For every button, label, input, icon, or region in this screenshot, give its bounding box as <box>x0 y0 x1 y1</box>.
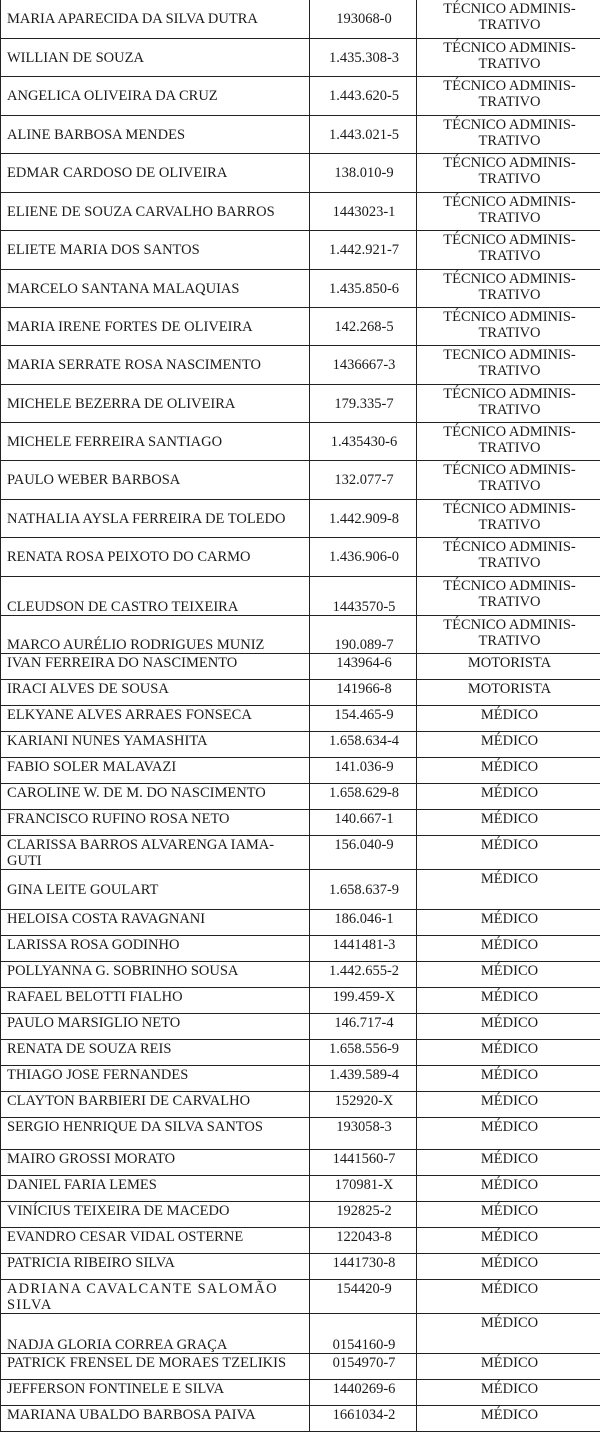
name-cell: ANGELICA OLIVEIRA DA CRUZ <box>1 76 310 115</box>
cargo-cell: TECNICO ADMINIS- TRATIVO <box>417 345 600 384</box>
name-cell: MARIANA UBALDO BARBOSA PAIVA <box>1 1405 310 1431</box>
matricula-cell: 1.442.909-8 <box>310 499 417 537</box>
name-cell: MAIRO GROSSI MORATO <box>1 1149 310 1175</box>
table-row <box>1 115 600 153</box>
matricula-cell: 143964-6 <box>310 653 417 679</box>
cargo-cell: MÉDICO <box>417 1091 600 1117</box>
table-row <box>1 1013 600 1039</box>
cargo-cell: MÉDICO <box>417 987 600 1013</box>
matricula-cell: 1443570-5 <box>310 576 417 615</box>
cargo-cell: MÉDICO <box>417 731 600 757</box>
cargo-cell: TÉCNICO ADMINIS- TRATIVO <box>417 307 600 345</box>
table-row <box>1 757 600 783</box>
matricula-cell: 192825-2 <box>310 1201 417 1227</box>
name-cell: WILLIAN DE SOUZA <box>1 38 310 76</box>
cargo-cell: TÉCNICO ADMINIS- TRATIVO <box>417 269 600 307</box>
cargo-cell: MÉDICO <box>417 1253 600 1279</box>
cargo-cell: TÉCNICO ADMINIS- TRATIVO <box>417 384 600 422</box>
name-cell: POLLYANNA G. SOBRINHO SOUSA <box>1 961 310 987</box>
cargo-cell: TÉCNICO ADMINIS- TRATIVO <box>417 192 600 230</box>
table-row <box>1 1279 600 1313</box>
table-row <box>1 987 600 1013</box>
table-row <box>1 961 600 987</box>
name-cell: MARCO AURÉLIO RODRIGUES MUNIZ <box>1 615 310 653</box>
name-cell: MICHELE BEZERRA DE OLIVEIRA <box>1 384 310 422</box>
cargo-cell: MÉDICO <box>417 783 600 809</box>
name-cell: ELIETE MARIA DOS SANTOS <box>1 230 310 269</box>
matricula-cell: 0154160-9 <box>310 1313 417 1353</box>
matricula-cell: 1441481-3 <box>310 935 417 961</box>
name-cell: CLEUDSON DE CASTRO TEIXEIRA <box>1 576 310 615</box>
name-cell: LARISSA ROSA GODINHO <box>1 935 310 961</box>
cargo-cell: TÉCNICO ADMINIS- TRATIVO <box>417 537 600 576</box>
name-cell: GINA LEITE GOULART <box>1 869 310 909</box>
table-row <box>1 1091 600 1117</box>
cargo-cell: TÉCNICO ADMINIS- TRATIVO <box>417 0 600 38</box>
table-row <box>1 679 600 705</box>
matricula-cell: 146.717-4 <box>310 1013 417 1039</box>
cargo-cell: TÉCNICO ADMINIS- TRATIVO <box>417 153 600 192</box>
table-row <box>1 1313 600 1353</box>
matricula-cell: 199.459-X <box>310 987 417 1013</box>
name-cell: CLARISSA BARROS ALVARENGA IAMA- GUTI <box>1 835 310 869</box>
name-cell: EDMAR CARDOSO DE OLIVEIRA <box>1 153 310 192</box>
matricula-cell: 1441560-7 <box>310 1149 417 1175</box>
name-cell: MARIA IRENE FORTES DE OLIVEIRA <box>1 307 310 345</box>
name-cell: ELKYANE ALVES ARRAES FONSECA <box>1 705 310 731</box>
matricula-cell: 1.435430-6 <box>310 422 417 460</box>
cargo-cell: TÉCNICO ADMINIS- TRATIVO <box>417 76 600 115</box>
table-row <box>1 869 600 909</box>
name-cell: PAULO MARSIGLIO NETO <box>1 1013 310 1039</box>
table-row <box>1 1227 600 1253</box>
name-cell: RAFAEL BELOTTI FIALHO <box>1 987 310 1013</box>
cargo-cell: MÉDICO <box>417 1405 600 1431</box>
matricula-cell: 154.465-9 <box>310 705 417 731</box>
table-row <box>1 1201 600 1227</box>
cargo-cell: MÉDICO <box>417 869 600 909</box>
cargo-cell: MÉDICO <box>417 935 600 961</box>
table-row <box>1 1149 600 1175</box>
matricula-cell: 1.658.634-4 <box>310 731 417 757</box>
matricula-cell: 1.435.308-3 <box>310 38 417 76</box>
cargo-cell: MÉDICO <box>417 1379 600 1405</box>
table-row <box>1 307 600 345</box>
name-cell: NADJA GLORIA CORREA GRAÇA <box>1 1313 310 1353</box>
matricula-cell: 152920-X <box>310 1091 417 1117</box>
name-cell: PATRICIA RIBEIRO SILVA <box>1 1253 310 1279</box>
name-cell: ELIENE DE SOUZA CARVALHO BARROS <box>1 192 310 230</box>
cargo-cell: TÉCNICO ADMINIS- TRATIVO <box>417 115 600 153</box>
matricula-cell: 193058-3 <box>310 1117 417 1149</box>
matricula-cell: 1.439.589-4 <box>310 1065 417 1091</box>
matricula-cell: 1.443.021-5 <box>310 115 417 153</box>
table-row <box>1 1065 600 1091</box>
matricula-cell: 186.046-1 <box>310 909 417 935</box>
matricula-cell: 190.089-7 <box>310 615 417 653</box>
table-row <box>1 76 600 115</box>
name-cell: VINÍCIUS TEIXEIRA DE MACEDO <box>1 1201 310 1227</box>
cargo-cell: MÉDICO <box>417 1013 600 1039</box>
matricula-cell: 141966-8 <box>310 679 417 705</box>
table-row <box>1 269 600 307</box>
name-cell: ADRIANA CAVALCANTE SALOMÃO SILVA <box>1 1279 310 1313</box>
cargo-cell: MÉDICO <box>417 961 600 987</box>
cargo-cell: MÉDICO <box>417 1353 600 1379</box>
matricula-cell: 122043-8 <box>310 1227 417 1253</box>
table-row <box>1 809 600 835</box>
table-row <box>1 653 600 679</box>
cargo-cell: TÉCNICO ADMINIS- TRATIVO <box>417 460 600 499</box>
name-cell: PAULO WEBER BARBOSA <box>1 460 310 499</box>
table-row <box>1 1253 600 1279</box>
name-cell: MARIA SERRATE ROSA NASCIMENTO <box>1 345 310 384</box>
table-row <box>1 0 600 38</box>
name-cell: RENATA DE SOUZA REIS <box>1 1039 310 1065</box>
table-row <box>1 909 600 935</box>
table-row <box>1 1379 600 1405</box>
name-cell: KARIANI NUNES YAMASHITA <box>1 731 310 757</box>
matricula-cell: 0154970-7 <box>310 1353 417 1379</box>
table-row <box>1 731 600 757</box>
table-row <box>1 230 600 269</box>
cargo-cell: MÉDICO <box>417 1279 600 1313</box>
name-cell: MARCELO SANTANA MALAQUIAS <box>1 269 310 307</box>
table-row <box>1 1405 600 1431</box>
matricula-cell: 142.268-5 <box>310 307 417 345</box>
matricula-cell: 1.442.921-7 <box>310 230 417 269</box>
table-row <box>1 1353 600 1379</box>
matricula-cell: 138.010-9 <box>310 153 417 192</box>
table-row <box>1 576 600 615</box>
table-row <box>1 1175 600 1201</box>
name-cell: RENATA ROSA PEIXOTO DO CARMO <box>1 537 310 576</box>
cargo-cell: MÉDICO <box>417 705 600 731</box>
name-cell: DANIEL FARIA LEMES <box>1 1175 310 1201</box>
staff-table-body <box>1 0 600 1431</box>
name-cell: MARIA APARECIDA DA SILVA DUTRA <box>1 0 310 38</box>
matricula-cell: 193068-0 <box>310 0 417 38</box>
name-cell: CLAYTON BARBIERI DE CARVALHO <box>1 1091 310 1117</box>
cargo-cell: MÉDICO <box>417 835 600 869</box>
cargo-cell: MÉDICO <box>417 1227 600 1253</box>
name-cell: HELOISA COSTA RAVAGNANI <box>1 909 310 935</box>
matricula-cell: 1436667-3 <box>310 345 417 384</box>
table-row <box>1 499 600 537</box>
matricula-cell: 1.442.655-2 <box>310 961 417 987</box>
matricula-cell: 1441730-8 <box>310 1253 417 1279</box>
matricula-cell: 1.443.620-5 <box>310 76 417 115</box>
cargo-cell: MÉDICO <box>417 909 600 935</box>
matricula-cell: 170981-X <box>310 1175 417 1201</box>
cargo-cell: TÉCNICO ADMINIS- TRATIVO <box>417 38 600 76</box>
matricula-cell: 156.040-9 <box>310 835 417 869</box>
table-row <box>1 537 600 576</box>
table-row <box>1 192 600 230</box>
table-row <box>1 783 600 809</box>
cargo-cell: TÉCNICO ADMINIS- TRATIVO <box>417 615 600 653</box>
name-cell: NATHALIA AYSLA FERREIRA DE TOLEDO <box>1 499 310 537</box>
cargo-cell: MÉDICO <box>417 1175 600 1201</box>
matricula-cell: 1.436.906-0 <box>310 537 417 576</box>
matricula-cell: 1.658.629-8 <box>310 783 417 809</box>
matricula-cell: 141.036-9 <box>310 757 417 783</box>
cargo-cell: MOTORISTA <box>417 653 600 679</box>
table-row <box>1 705 600 731</box>
name-cell: JEFFERSON FONTINELE E SILVA <box>1 1379 310 1405</box>
table-row <box>1 384 600 422</box>
table-row <box>1 1039 600 1065</box>
cargo-cell: MÉDICO <box>417 757 600 783</box>
table-row <box>1 835 600 869</box>
name-cell: PATRICK FRENSEL DE MORAES TZELIKIS <box>1 1353 310 1379</box>
table-row <box>1 1117 600 1149</box>
table-row <box>1 615 600 653</box>
name-cell: THIAGO JOSE FERNANDES <box>1 1065 310 1091</box>
cargo-cell: MÉDICO <box>417 809 600 835</box>
name-cell: CAROLINE W. DE M. DO NASCIMENTO <box>1 783 310 809</box>
name-cell: IVAN FERREIRA DO NASCIMENTO <box>1 653 310 679</box>
table-row <box>1 38 600 76</box>
matricula-cell: 1.658.637-9 <box>310 869 417 909</box>
cargo-cell: MÉDICO <box>417 1201 600 1227</box>
cargo-cell: MÉDICO <box>417 1117 600 1149</box>
matricula-cell: 132.077-7 <box>310 460 417 499</box>
cargo-cell: MÉDICO <box>417 1313 600 1353</box>
cargo-cell: TÉCNICO ADMINIS- TRATIVO <box>417 422 600 460</box>
matricula-cell: 1443023-1 <box>310 192 417 230</box>
cargo-cell: MOTORISTA <box>417 679 600 705</box>
name-cell: FABIO SOLER MALAVAZI <box>1 757 310 783</box>
name-cell: IRACI ALVES DE SOUSA <box>1 679 310 705</box>
matricula-cell: 1440269-6 <box>310 1379 417 1405</box>
name-cell: ALINE BARBOSA MENDES <box>1 115 310 153</box>
matricula-cell: 1661034-2 <box>310 1405 417 1431</box>
table-row <box>1 345 600 384</box>
matricula-cell: 1.658.556-9 <box>310 1039 417 1065</box>
table-row <box>1 422 600 460</box>
cargo-cell: MÉDICO <box>417 1149 600 1175</box>
name-cell: SERGIO HENRIQUE DA SILVA SANTOS <box>1 1117 310 1149</box>
name-cell: EVANDRO CESAR VIDAL OSTERNE <box>1 1227 310 1253</box>
table-row <box>1 460 600 499</box>
matricula-cell: 1.435.850-6 <box>310 269 417 307</box>
cargo-cell: TÉCNICO ADMINIS- TRATIVO <box>417 576 600 615</box>
cargo-cell: MÉDICO <box>417 1065 600 1091</box>
name-cell: MICHELE FERREIRA SANTIAGO <box>1 422 310 460</box>
matricula-cell: 154420-9 <box>310 1279 417 1313</box>
cargo-cell: TÉCNICO ADMINIS- TRATIVO <box>417 499 600 537</box>
cargo-cell: MÉDICO <box>417 1039 600 1065</box>
name-cell: FRANCISCO RUFINO ROSA NETO <box>1 809 310 835</box>
table-row <box>1 935 600 961</box>
matricula-cell: 140.667-1 <box>310 809 417 835</box>
cargo-cell: TÉCNICO ADMINIS- TRATIVO <box>417 230 600 269</box>
table-row <box>1 153 600 192</box>
matricula-cell: 179.335-7 <box>310 384 417 422</box>
